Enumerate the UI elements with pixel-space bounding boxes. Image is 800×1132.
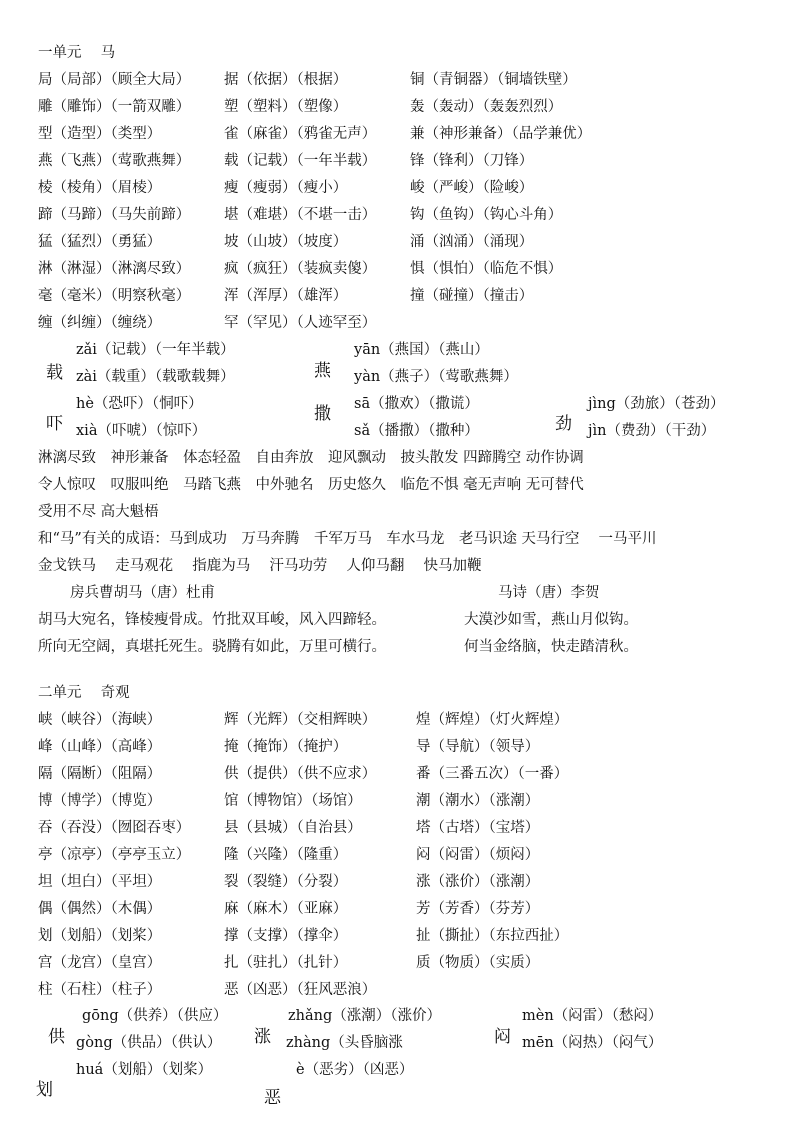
jin-reading-2: jìn（费劲）（干劲） bbox=[588, 423, 716, 439]
unit2-word-entry: 馆（博物馆）（场馆） bbox=[224, 793, 362, 809]
sa-char: 撒 bbox=[314, 404, 331, 424]
unit2-word-entry: 亭（凉亭）（亭亭玉立） bbox=[38, 847, 191, 863]
unit2-word-entry: 潮（潮水）（涨潮） bbox=[416, 793, 540, 809]
poem1-line-2: 所向无空阔，真堪托死生。骁腾有如此，万里可横行。 bbox=[38, 639, 386, 655]
gong-reading-1: gōng（供养）（供应） bbox=[82, 1008, 228, 1024]
unit2-word-entry: 宫（龙宫）（皇宫） bbox=[38, 955, 162, 971]
unit1-word-entry: 缠（纠缠）（缠绕） bbox=[38, 315, 162, 331]
unit1-word-entry: 局（局部）（顾全大局） bbox=[38, 72, 191, 88]
idiom-line-3: 受用不尽 高大魁梧 bbox=[38, 504, 159, 520]
unit2-word-entry: 隔（隔断）（阻隔） bbox=[38, 766, 162, 782]
unit2-word-entry: 峡（峡谷）（海峡） bbox=[38, 712, 162, 728]
men-reading-1: mèn（闷雷）（愁闷） bbox=[522, 1008, 663, 1024]
unit2-word-entry: 扯（撕扯）（东拉西扯） bbox=[416, 928, 569, 944]
zhang-reading-2: zhàng（头昏脑涨 bbox=[286, 1035, 403, 1051]
gong-reading-2: gòng（供品）（供认） bbox=[76, 1035, 222, 1051]
unit1-word-entry: 惧（惧怕）（临危不惧） bbox=[410, 261, 563, 277]
unit1-word-entry: 轰（轰动）（轰轰烈烈） bbox=[410, 99, 563, 115]
unit2-word-entry: 掩（掩饰）（掩护） bbox=[224, 739, 348, 755]
zhang-char: 涨 bbox=[254, 1027, 271, 1047]
unit2-word-entry: 柱（石柱）（柱子） bbox=[38, 982, 162, 998]
unit1-word-entry: 铜（青铜器）（铜墙铁壁） bbox=[410, 72, 577, 88]
unit2-word-entry: 撑（支撑）（撑伞） bbox=[224, 928, 348, 944]
unit1-word-entry: 钩（鱼钩）（钩心斗角） bbox=[410, 207, 563, 223]
unit1-word-entry: 瘦（瘦弱）（瘦小） bbox=[224, 180, 348, 196]
unit1-word-entry: 燕（飞燕）（莺歌燕舞） bbox=[38, 153, 191, 169]
unit2-word-entry: 扎（驻扎）（扎针） bbox=[224, 955, 348, 971]
hua-reading-1: huá（划船）（划桨） bbox=[76, 1062, 213, 1078]
unit1-heading: 一单元 马 bbox=[38, 45, 116, 61]
unit2-word-entry: 芳（芳香）（芬芳） bbox=[416, 901, 540, 917]
unit1-word-entry: 兼（神形兼备）（品学兼优） bbox=[410, 126, 592, 142]
unit1-word-entry: 撞（碰撞）（撞击） bbox=[410, 288, 534, 304]
unit1-word-entry: 罕（罕见）（人迹罕至） bbox=[224, 315, 377, 331]
unit2-word-entry: 塔（古塔）（宝塔） bbox=[416, 820, 540, 836]
zai-reading-2: zài（载重）（载歌载舞） bbox=[76, 369, 235, 385]
unit2-heading: 二单元 奇观 bbox=[38, 685, 130, 701]
e-char: 恶 bbox=[264, 1088, 281, 1108]
hua-char: 划 bbox=[36, 1080, 53, 1100]
jin-reading-1: jìng（劲旅）（苍劲） bbox=[588, 396, 725, 412]
zhang-reading-1: zhǎng（涨潮）（涨价） bbox=[288, 1008, 441, 1024]
unit1-word-entry: 猛（猛烈）（勇猛） bbox=[38, 234, 162, 250]
unit2-word-entry: 煌（辉煌）（灯火辉煌） bbox=[416, 712, 569, 728]
unit1-word-entry: 据（依据）（根据） bbox=[224, 72, 348, 88]
unit2-word-entry: 质（物质）（实质） bbox=[416, 955, 540, 971]
unit2-word-entry: 番（三番五次）（一番） bbox=[416, 766, 569, 782]
unit1-word-entry: 塑（塑料）（塑像） bbox=[224, 99, 348, 115]
he-char: 吓 bbox=[46, 414, 63, 434]
unit2-word-entry: 峰（山峰）（高峰） bbox=[38, 739, 162, 755]
zai-reading-1: zǎi（记载）（一年半载） bbox=[76, 342, 235, 358]
unit2-word-entry: 供（提供）（供不应求） bbox=[224, 766, 377, 782]
gong-char: 供 bbox=[48, 1027, 65, 1047]
unit2-word-entry: 划（划船）（划桨） bbox=[38, 928, 162, 944]
unit1-word-entry: 棱（棱角）（眉棱） bbox=[38, 180, 162, 196]
yan-reading-2: yàn（燕子）（莺歌燕舞） bbox=[354, 369, 518, 385]
unit1-word-entry: 雕（雕饰）（一箭双雕） bbox=[38, 99, 191, 115]
unit2-word-entry: 隆（兴隆）（隆重） bbox=[224, 847, 348, 863]
unit1-word-entry: 雀（麻雀）（鸦雀无声） bbox=[224, 126, 377, 142]
sa-reading-2: sǎ（播撒）（撒种） bbox=[354, 423, 479, 439]
unit2-word-entry: 辉（光辉）（交相辉映） bbox=[224, 712, 377, 728]
unit2-word-entry: 坦（坦白）（平坦） bbox=[38, 874, 162, 890]
poem2-title: 马诗（唐）李贺 bbox=[498, 585, 600, 601]
unit1-word-entry: 坡（山坡）（坡度） bbox=[224, 234, 348, 250]
e-reading-1: è（恶劣）（凶恶） bbox=[296, 1062, 414, 1078]
unit2-word-entry: 导（导航）（领导） bbox=[416, 739, 540, 755]
unit1-word-entry: 锋（锋利）（刀锋） bbox=[410, 153, 534, 169]
unit1-word-entry: 涌（汹涌）（涌现） bbox=[410, 234, 534, 250]
men-char: 闷 bbox=[494, 1027, 511, 1047]
sa-reading-1: sā（撒欢）（撒谎） bbox=[354, 396, 479, 412]
unit1-word-entry: 载（记载）（一年半载） bbox=[224, 153, 377, 169]
poem1-line-1: 胡马大宛名，锋棱瘦骨成。竹批双耳峻，风入四蹄轻。 bbox=[38, 612, 386, 628]
unit2-word-entry: 恶（凶恶）（狂风恶浪） bbox=[224, 982, 377, 998]
horse-idiom-line-2: 金戈铁马 走马观花 指鹿为马 汗马功劳 人仰马翻 快马加鞭 bbox=[38, 558, 482, 574]
jin-char: 劲 bbox=[555, 414, 572, 434]
he-reading-2: xià（吓唬）（惊吓） bbox=[76, 423, 207, 439]
yan-char: 燕 bbox=[314, 361, 331, 381]
unit2-word-entry: 博（博学）（博览） bbox=[38, 793, 162, 809]
unit1-word-entry: 蹄（马蹄）（马失前蹄） bbox=[38, 207, 191, 223]
unit1-word-entry: 淋（淋湿）（淋漓尽致） bbox=[38, 261, 191, 277]
unit2-word-entry: 吞（吞没）（囫囵吞枣） bbox=[38, 820, 191, 836]
zai-char: 载 bbox=[46, 363, 63, 383]
poem1-title: 房兵曹胡马（唐）杜甫 bbox=[70, 585, 215, 601]
men-reading-2: mēn（闷热）（闷气） bbox=[522, 1035, 663, 1051]
unit1-word-entry: 堪（难堪）（不堪一击） bbox=[224, 207, 377, 223]
unit2-word-entry: 闷（闷雷）（烦闷） bbox=[416, 847, 540, 863]
unit1-word-entry: 疯（疯狂）（装疯卖傻） bbox=[224, 261, 377, 277]
unit2-word-entry: 麻（麻木）（亚麻） bbox=[224, 901, 348, 917]
unit1-word-entry: 型（造型）（类型） bbox=[38, 126, 162, 142]
unit1-word-entry: 浑（浑厚）（雄浑） bbox=[224, 288, 348, 304]
unit1-word-entry: 峻（严峻）（险峻） bbox=[410, 180, 534, 196]
he-reading-1: hè（恐吓）（恫吓） bbox=[76, 396, 203, 412]
horse-idiom-line-1: 和“马”有关的成语：马到成功 万马奔腾 千军万马 车水马龙 老马识途 天马行空 一马平川 bbox=[38, 531, 657, 547]
unit2-word-entry: 涨（涨价）（涨潮） bbox=[416, 874, 540, 890]
unit2-word-entry: 裂（裂缝）（分裂） bbox=[224, 874, 348, 890]
idiom-line-2: 令人惊叹 叹服叫绝 马踏飞燕 中外驰名 历史悠久 临危不惧 毫无声响 无可替代 bbox=[38, 477, 584, 493]
unit2-word-entry: 偶（偶然）（木偶） bbox=[38, 901, 162, 917]
poem2-line-2: 何当金络脑，快走踏清秋。 bbox=[464, 639, 638, 655]
unit2-word-entry: 县（县城）（自治县） bbox=[224, 820, 362, 836]
idiom-line-1: 淋漓尽致 神形兼备 体态轻盈 自由奔放 迎风飘动 披头散发 四蹄腾空 动作协调 bbox=[38, 450, 584, 466]
yan-reading-1: yān（燕国）（燕山） bbox=[354, 342, 489, 358]
unit1-word-entry: 毫（毫米）（明察秋毫） bbox=[38, 288, 191, 304]
poem2-line-1: 大漠沙如雪，燕山月似钩。 bbox=[464, 612, 638, 628]
